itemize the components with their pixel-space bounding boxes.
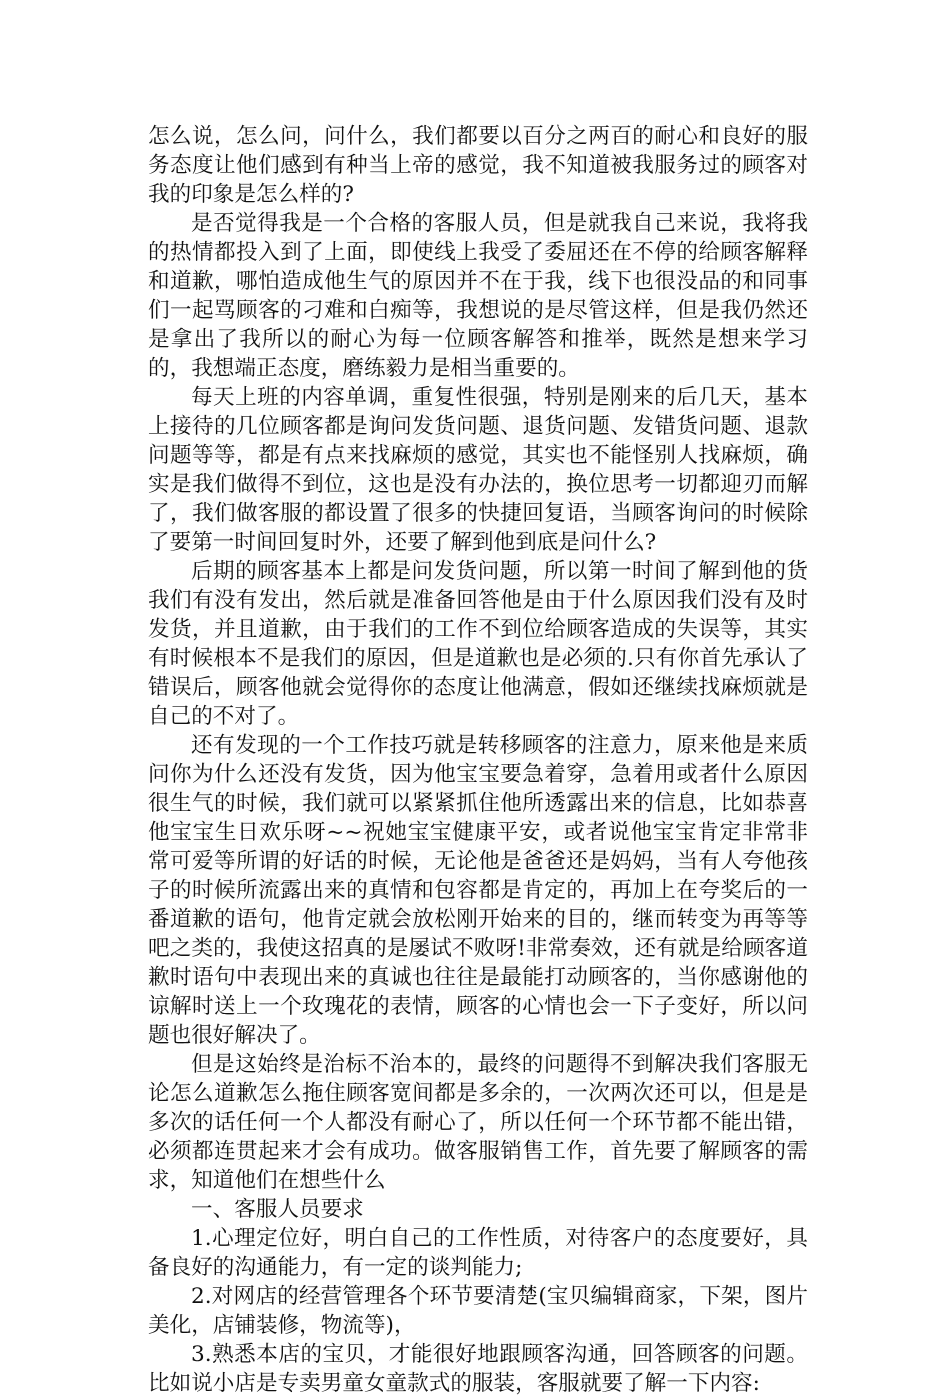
paragraph-6: 但是这始终是治标不治本的，最终的问题得不到解决我们客服无论怎么道歉怎么拖住顾客宽间都是多余的，一次两次还可以，但是是多次的话任何一个人都没有耐心了，所以任何一个环节都不能出错，必须都连贯起来才会有成功。做客服销售工作，首先要了解顾客的需求，知道他们在想些什么 (148, 1052, 808, 1193)
document-page (148, 122, 808, 1398)
section-heading: 一、客服人员要求 (191, 1197, 364, 1222)
list-item-2: 2.对网店的经营管理各个环节要清楚(宝贝编辑商家，下架，图片美化，店铺装修，物流等)， (148, 1284, 808, 1338)
paragraph-3: 每天上班的内容单调，重复性很强，特别是刚来的后几天，基本上接待的几位顾客都是询问发货问题、退货问题、发错货问题、退款问题等等，都是有点来找麻烦的感觉，其实也不能怪别人找麻烦，确实是我们做得不到位，这也是没有办法的，换位思考一切都迎刃而解了，我们做客服的都设置了很多的快捷回复语，当顾客询问的时候除了要第一时间回复时外，还要了解到他到底是问什么? (148, 385, 808, 555)
list-item-1: 1.心理定位好，明白自己的工作性质，对待客户的态度要好，具备良好的沟通能力，有一定的谈判能力; (148, 1226, 808, 1280)
list-item-3: 3.熟悉本店的宝贝，才能很好地跟顾客沟通，回答顾客的问题。比如说小店是专卖男童女童款式的服装，客服就要了解一下内容: (148, 1342, 808, 1396)
paragraph-2: 是否觉得我是一个合格的客服人员，但是就我自己来说，我将我的热情都投入到了上面，即使线上我受了委屈还在不停的给顾客解释和道歉，哪怕造成他生气的原因并不在于我，线下也很没品的和同事们一起骂顾客的刁难和白痴等，我想说的是尽管这样，但是我仍然还是拿出了我所以的耐心为每一位顾客解答和推举，既然是想来学习的，我想端正态度，磨练毅力是相当重要的。 (148, 211, 808, 381)
paragraph-5: 还有发现的一个工作技巧就是转移顾客的注意力，原来他是来质问你为什么还没有发货，因为他宝宝要急着穿，急着用或者什么原因很生气的时候，我们就可以紧紧抓住他所透露出来的信息，比如恭喜他宝宝生日欢乐呀~~祝她宝宝健康平安，或者说他宝宝肯定非常非常可爱等所谓的好话的时候，无论他是爸爸还是妈妈，当有人夸他孩子的时候所流露出来的真情和包容都是肯定的，再加上在夸奖后的一番道歉的语句，他肯定就会放松刚开始来的目的，继而转变为再等等吧之类的，我使这招真的是屡试不败呀!非常奏效，还有就是给顾客道歉时语句中表现出来的真诚也往往是最能打动顾客的，当你感谢他的谅解时送上一个玫瑰花的表情，顾客的心情也会一下子变好，所以问题也很好解决了。 (148, 733, 808, 1048)
paragraph-1: 怎么说，怎么问，问什么，我们都要以百分之两百的耐心和良好的服务态度让他们感到有种当上帝的感觉，我不知道被我服务过的顾客对我的印象是怎么样的? (148, 124, 808, 207)
paragraph-4: 后期的顾客基本上都是问发货问题，所以第一时间了解到他的货我们有没有发出，然后就是准备回答他是由于什么原因我们没有及时发货，并且道歉，由于我们的工作不到位给顾客造成的失误等，其实有时候根本不是我们的原因，但是道歉也是必须的.只有你首先承认了错误后，顾客他就会觉得你的态度让他满意，假如还继续找麻烦就是自己的不对了。 (148, 559, 808, 729)
